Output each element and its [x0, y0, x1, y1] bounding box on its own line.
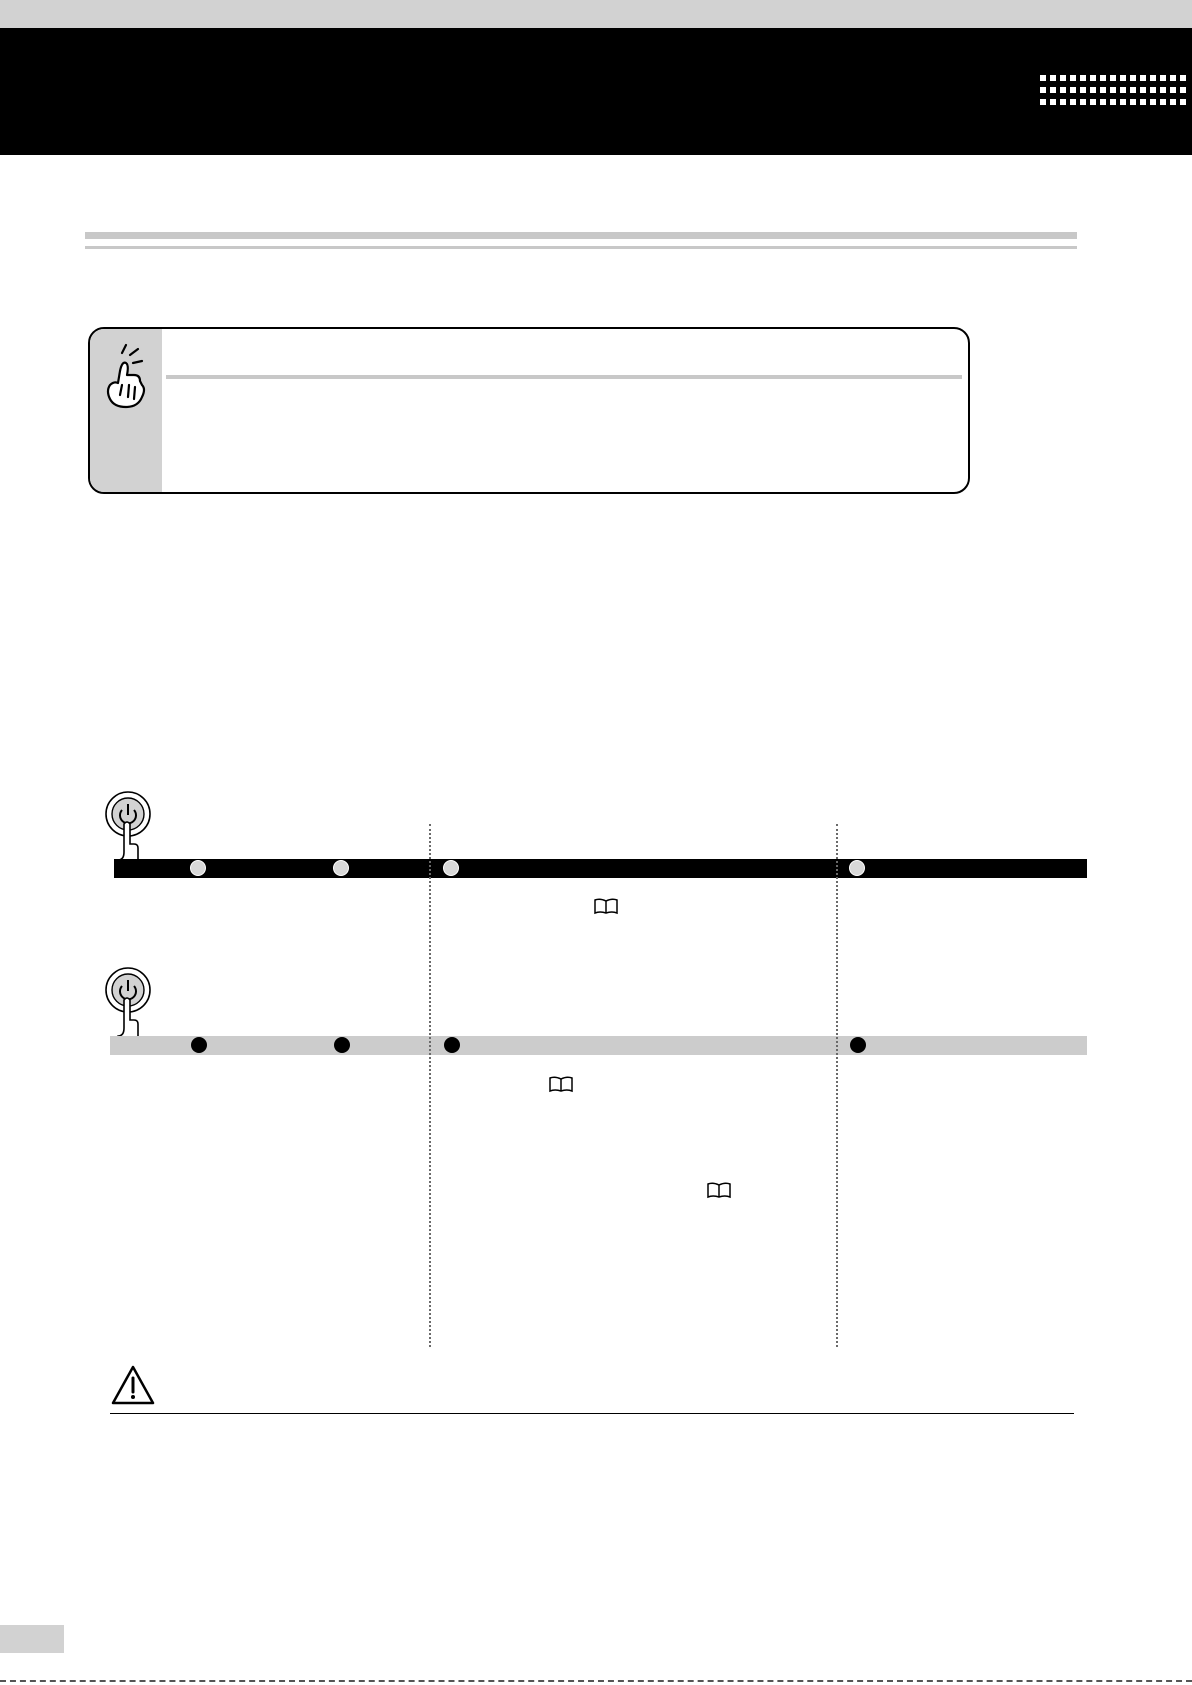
section-rule-thick [85, 232, 1077, 239]
step-marker [850, 1037, 866, 1053]
step-marker [444, 1037, 460, 1053]
page-number-tab [0, 1625, 64, 1653]
top-gray-strip [0, 0, 1192, 28]
step-marker [849, 860, 865, 876]
column-divider [429, 824, 431, 1347]
book-reference-icon [548, 1075, 574, 1093]
column-divider [836, 824, 838, 1347]
step-marker [334, 1037, 350, 1053]
step-marker [190, 860, 206, 876]
warning-triangle-icon [110, 1364, 156, 1406]
caution-rule [110, 1413, 1074, 1414]
step-marker [443, 860, 459, 876]
tip-box [88, 327, 970, 494]
step-marker [191, 1037, 207, 1053]
section-rule-thin [85, 246, 1077, 249]
timeline-track-1 [114, 859, 1087, 878]
chapter-header-bar [0, 28, 1192, 155]
book-reference-icon [706, 1181, 732, 1199]
book-reference-icon [593, 897, 619, 915]
tip-heading-rule [166, 375, 962, 379]
bottom-edge [0, 1680, 1192, 1682]
header-dot-pattern [1040, 75, 1192, 107]
step-marker [333, 860, 349, 876]
timeline-track-2 [110, 1036, 1087, 1055]
pointing-hand-icon [100, 341, 152, 413]
